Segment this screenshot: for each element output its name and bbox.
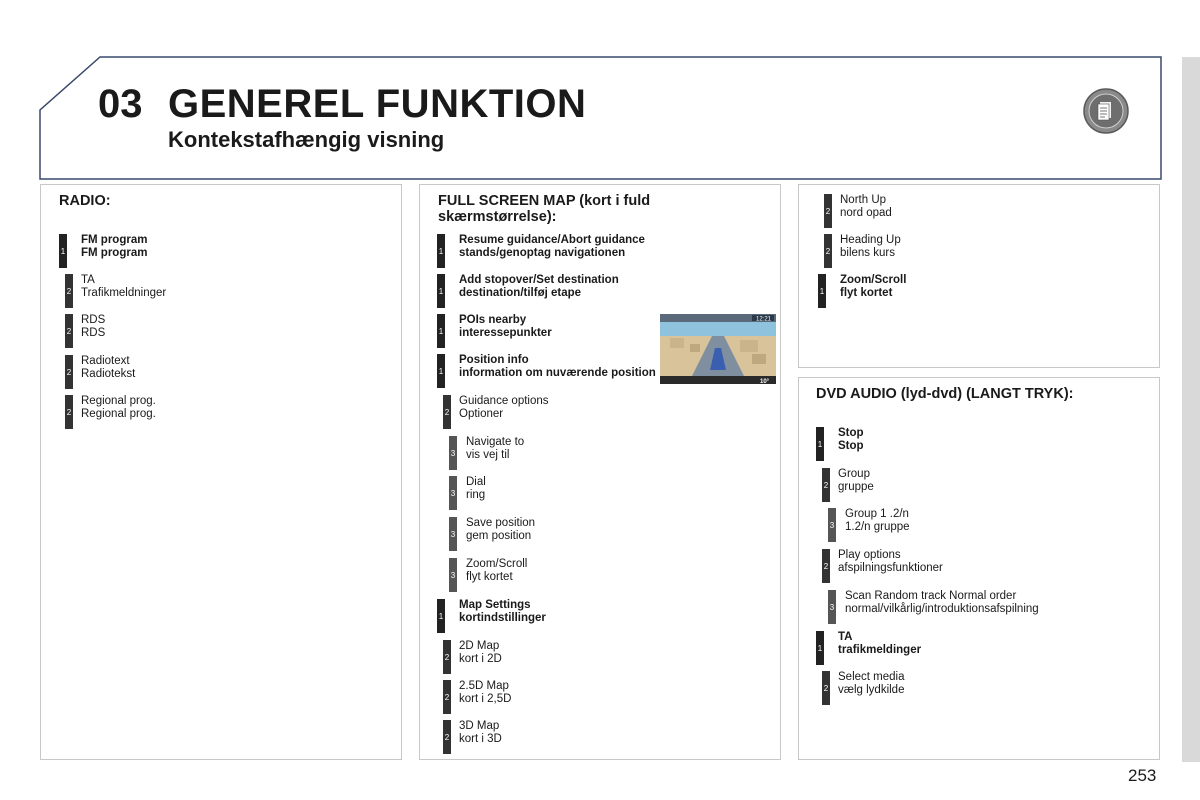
level-marker: 2 — [443, 640, 451, 674]
page-number: 253 — [1128, 766, 1157, 785]
item-text: Zoom/Scroll flyt kortet — [840, 274, 907, 299]
item-text: Heading Up bilens kurs — [840, 234, 901, 259]
chapter-title: GENEREL FUNKTION — [168, 82, 587, 126]
level-marker: 1 — [59, 234, 67, 268]
item-text: RDS RDS — [81, 314, 106, 339]
map-thumbnail — [660, 314, 776, 384]
item-text: 3D Map kort i 3D — [459, 720, 502, 745]
item-text: Group gruppe — [838, 468, 874, 493]
item-text: FM program FM program — [81, 234, 148, 259]
level-marker: 1 — [818, 274, 826, 308]
level-marker: 3 — [449, 436, 457, 470]
map-panel — [419, 184, 781, 760]
item-text: Resume guidance/Abort guidance stands/genoptag navigationen — [459, 234, 645, 259]
side-tab — [1182, 57, 1200, 762]
item-text: Position info information om nuværende position — [459, 354, 656, 379]
item-text: 2D Map kort i 2D — [459, 640, 502, 665]
dvd-panel-title: DVD AUDIO (lyd-dvd) (LANGT TRYK): — [816, 386, 1074, 402]
level-marker: 3 — [449, 476, 457, 510]
level-marker: 2 — [822, 549, 830, 583]
chapter-number: 03 — [98, 82, 143, 126]
item-text: Zoom/Scroll flyt kortet — [466, 558, 528, 583]
item-text: Radiotext Radiotekst — [81, 355, 136, 380]
map-panel-title: FULL SCREEN MAP (kort i fuld skærmstørrelse): — [438, 193, 651, 225]
level-marker: 1 — [437, 234, 445, 268]
item-text: Add stopover/Set destination destination/tilføj etape — [459, 274, 619, 299]
chapter-subtitle: Kontekstafhængig visning — [168, 127, 445, 152]
level-marker: 1 — [437, 274, 445, 308]
item-text: Play options afspilningsfunktioner — [838, 549, 943, 574]
item-text: TA trafikmeldinger — [838, 631, 922, 656]
level-marker: 2 — [824, 234, 832, 268]
item-text: Guidance options Optioner — [459, 395, 549, 420]
document-icon — [1083, 88, 1129, 134]
item-text: POIs nearby interessepunkter — [459, 314, 552, 339]
level-marker: 1 — [437, 314, 445, 348]
level-marker: 1 — [437, 599, 445, 633]
level-marker: 1 — [816, 631, 824, 665]
radio-panel — [40, 184, 402, 760]
item-text: Navigate to vis vej til — [466, 436, 525, 461]
level-marker: 2 — [443, 395, 451, 429]
level-marker: 3 — [828, 508, 836, 542]
item-text: Regional prog. Regional prog. — [81, 395, 156, 420]
level-marker: 2 — [65, 274, 73, 308]
item-text: 2.5D Map kort i 2,5D — [459, 680, 512, 705]
item-text: Dial ring — [466, 476, 486, 501]
level-marker: 2 — [822, 671, 830, 705]
level-marker: 2 — [65, 355, 73, 389]
item-text: Select media vælg lydkilde — [838, 671, 905, 696]
thumb-clock: 12:21 — [756, 316, 772, 323]
level-marker: 2 — [65, 395, 73, 429]
level-marker: 2 — [822, 468, 830, 502]
level-marker: 2 — [443, 680, 451, 714]
item-text: Group 1 .2/n 1.2/n gruppe — [845, 508, 910, 533]
item-text: Map Settings kortindstillinger — [459, 599, 546, 624]
item-text: TA Trafikmeldninger — [81, 274, 167, 299]
level-marker: 2 — [824, 194, 832, 228]
level-marker: 3 — [449, 558, 457, 592]
thumb-distance: 10° — [760, 379, 770, 384]
level-marker: 1 — [816, 427, 824, 461]
level-marker: 1 — [437, 354, 445, 388]
level-marker: 2 — [443, 720, 451, 754]
item-text: Save position gem position — [466, 517, 536, 542]
radio-panel-title: RADIO: — [59, 193, 111, 209]
item-text: Stop Stop — [838, 427, 864, 452]
item-text: North Up nord opad — [840, 194, 892, 219]
level-marker: 3 — [449, 517, 457, 551]
level-marker: 2 — [65, 314, 73, 348]
level-marker: 3 — [828, 590, 836, 624]
item-text: Scan Random track Normal order normal/vilkårlig/introduktionsafspilning — [845, 590, 1039, 615]
